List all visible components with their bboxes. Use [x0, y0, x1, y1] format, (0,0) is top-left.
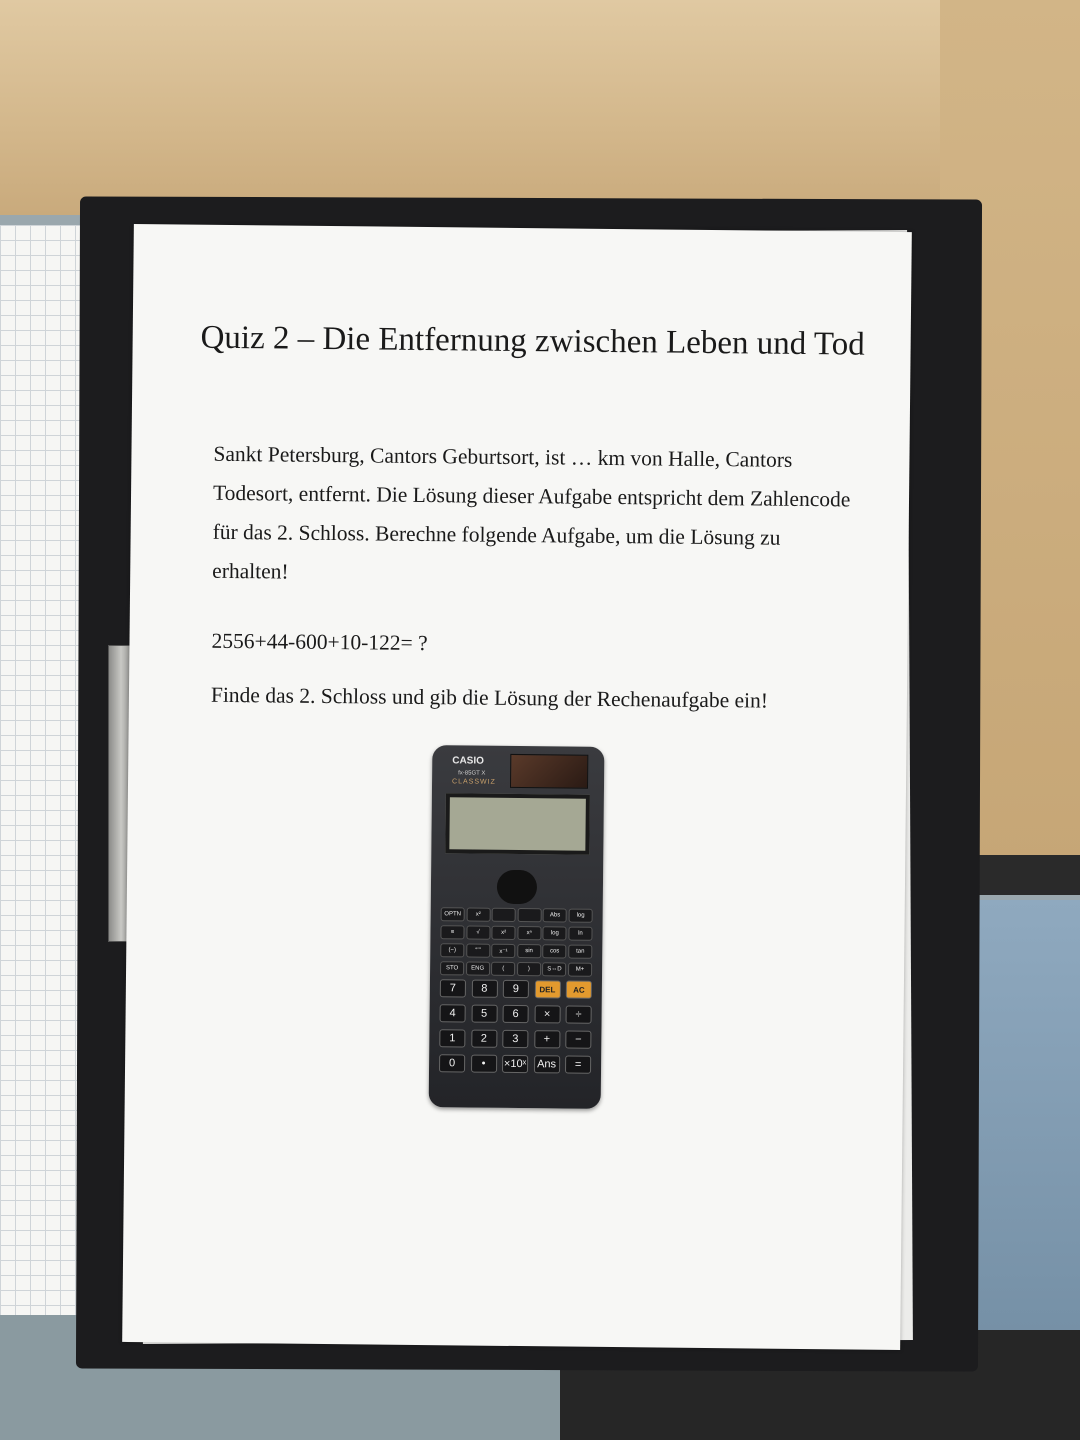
calc-key: xⁿ	[517, 926, 541, 940]
calc-key: M+	[568, 963, 592, 977]
calc-key-ac: AC	[566, 981, 592, 999]
calculator-image	[429, 745, 605, 1109]
calc-key-6: 6	[503, 1005, 529, 1023]
calc-key-9: 9	[503, 980, 529, 998]
calc-key: x²	[466, 907, 490, 921]
calculator-model: fx-85GT X	[458, 770, 486, 777]
calculator-brand: CASIO	[452, 755, 484, 767]
calc-key: (−)	[440, 943, 464, 957]
calculator-screen	[445, 793, 590, 855]
solar-panel	[510, 754, 588, 789]
calc-key: S⇔D	[542, 962, 566, 976]
calc-key: log	[543, 926, 567, 940]
calc-key-8: 8	[471, 980, 497, 998]
calc-key: °'"	[466, 943, 490, 957]
calc-key-divide: ÷	[566, 1006, 592, 1024]
calc-key: ≡	[440, 925, 464, 939]
calc-key: ENG	[466, 961, 490, 975]
small-key-row	[440, 925, 592, 941]
worksheet-title: Quiz 2 – Die Entfernung zwischen Leben und Tod	[200, 319, 865, 363]
desk-frame	[975, 855, 1080, 895]
calc-key-ans: Ans	[534, 1055, 560, 1073]
calc-key-del: DEL	[534, 980, 560, 998]
calc-key-plus: +	[534, 1030, 560, 1048]
calc-key-0: 0	[439, 1054, 465, 1072]
calc-key-dot: •	[471, 1055, 497, 1073]
small-key-row	[440, 961, 592, 977]
number-key-row	[440, 979, 592, 999]
desk-surface	[0, 0, 1080, 215]
quiz-worksheet	[122, 224, 912, 1350]
calc-key-1: 1	[439, 1029, 465, 1047]
calc-key-5: 5	[471, 1005, 497, 1023]
number-key-row	[439, 1054, 591, 1074]
calc-key: log	[569, 909, 593, 923]
calc-key: sin	[517, 944, 541, 958]
calc-key	[517, 908, 541, 922]
calc-key: cos	[543, 944, 567, 958]
calc-key: tan	[568, 945, 592, 959]
calc-key-3: 3	[502, 1030, 528, 1048]
calc-key: OPTN	[441, 907, 465, 921]
calc-key-minus: −	[565, 1031, 591, 1049]
worksheet-instruction: Finde das 2. Schloss und gib die Lösung der Rechenaufgabe ein!	[210, 682, 769, 713]
worksheet-equation: 2556+44-600+10-122= ?	[211, 628, 428, 656]
calculator-keypad	[439, 907, 593, 1081]
calc-key: x²	[492, 926, 516, 940]
calc-key: (	[491, 962, 515, 976]
worksheet-paragraph: Sankt Petersburg, Cantors Geburtsort, ist … km von Halle, Cantors Todesort, entfernt. Die Lösung dieser Aufgabe entspricht dem Zahlencode für das 2. Schloss. Berechne folgende Aufgabe, um die Lösung zu erhalten!	[212, 441, 851, 584]
calc-key: Abs	[543, 908, 567, 922]
calc-key: ln	[568, 927, 592, 941]
number-key-row	[439, 1029, 591, 1049]
calc-key-multiply: ×	[534, 1005, 560, 1023]
calc-key: STO	[440, 961, 464, 975]
number-key-row	[440, 1004, 592, 1024]
small-key-row	[441, 907, 593, 923]
calc-key: x⁻¹	[491, 944, 515, 958]
calc-key-2: 2	[471, 1030, 497, 1048]
calc-key-7: 7	[440, 979, 466, 997]
calculator-dpad	[497, 870, 537, 904]
calculator-series: CLASSWIZ	[452, 778, 496, 786]
calc-key: √	[466, 925, 490, 939]
small-key-row	[440, 943, 592, 959]
calc-key: )	[517, 962, 541, 976]
calc-key	[492, 908, 516, 922]
calc-key-equals: =	[565, 1056, 591, 1074]
calc-key-4: 4	[440, 1004, 466, 1022]
calc-key-exp: ×10ˣ	[502, 1055, 528, 1073]
